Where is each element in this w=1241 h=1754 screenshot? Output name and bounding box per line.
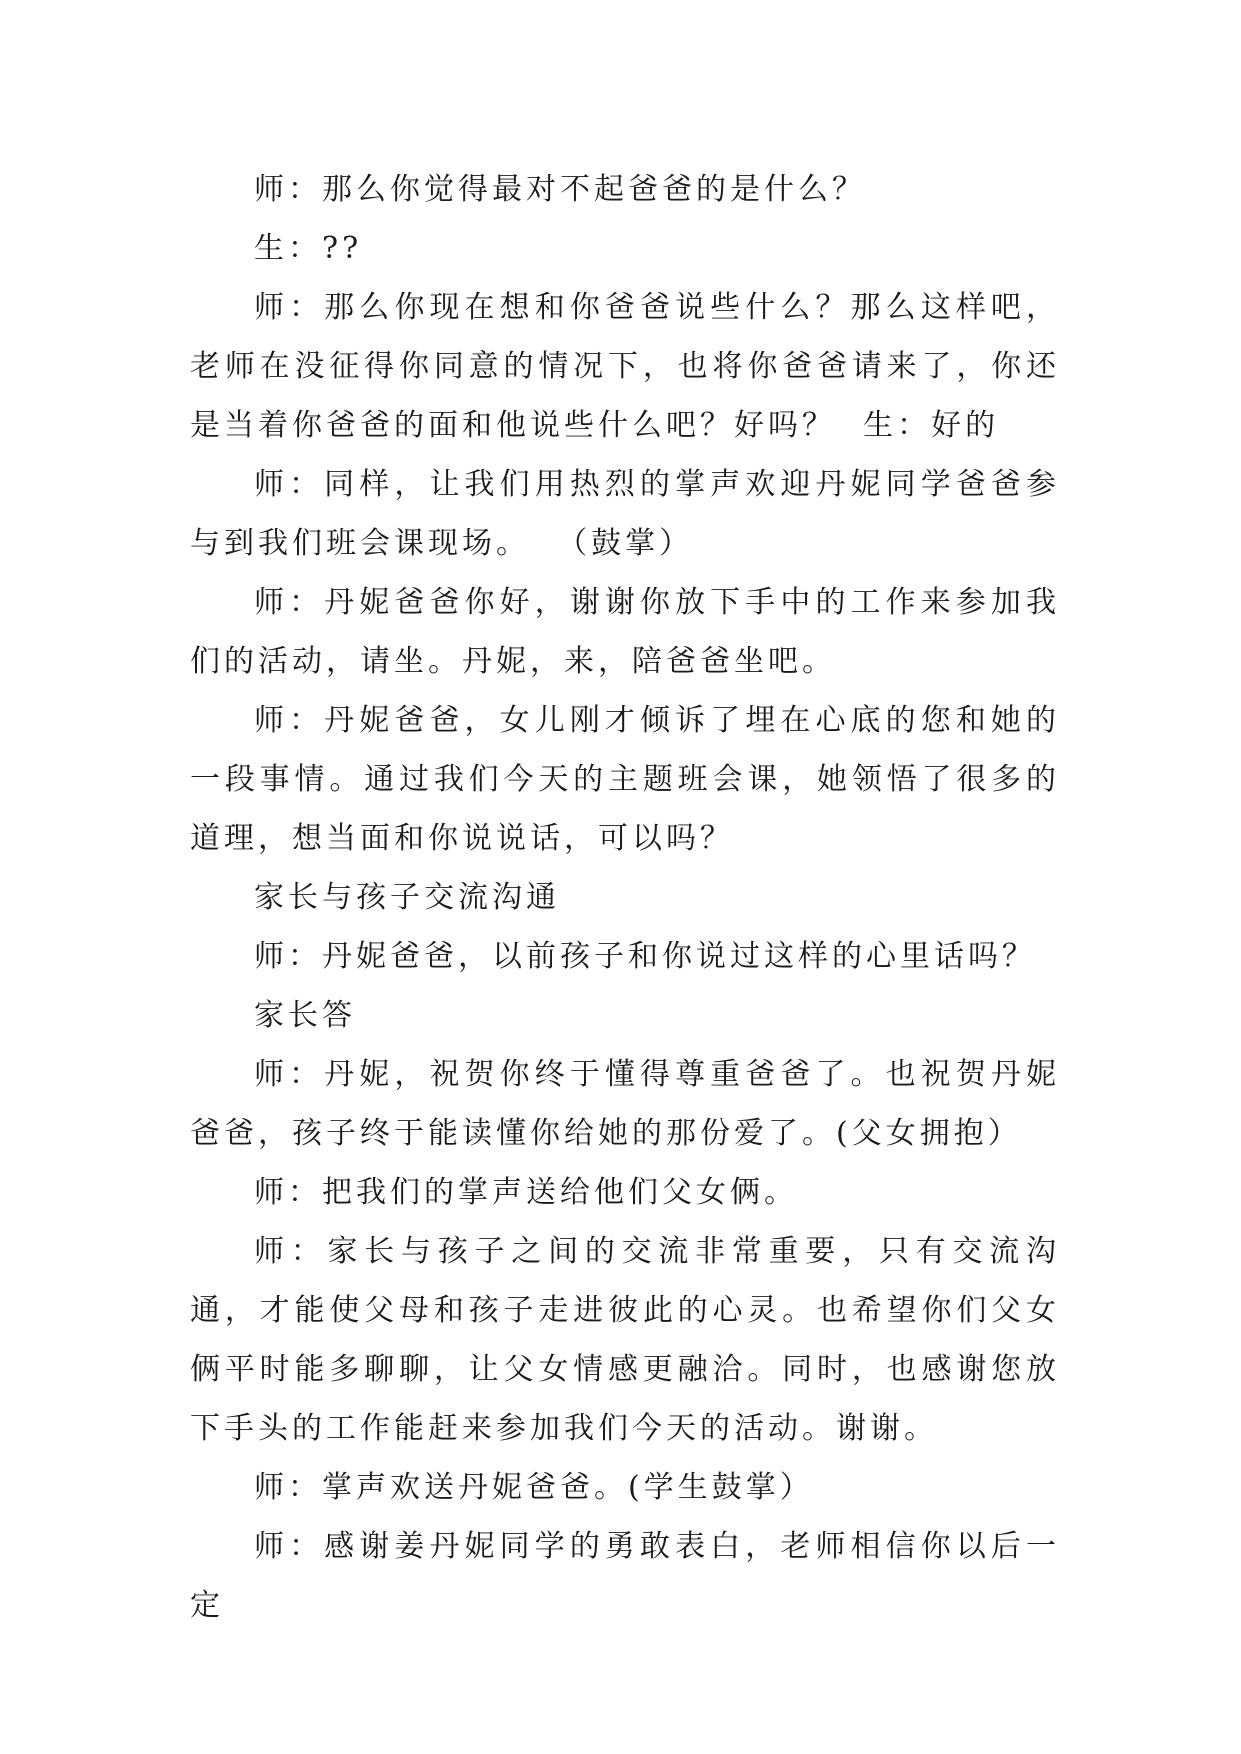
- paragraph: 师：丹妮爸爸，女儿刚才倾诉了埋在心底的您和她的一段事情。通过我们今天的主题班会课，她领悟了很多的道理，想当面和你说说话，可以吗？: [190, 703, 1060, 856]
- paragraph: 师：丹妮爸爸你好，谢谢你放下手中的工作来参加我们的活动，请坐。丹妮，来，陪爸爸坐吧。: [190, 585, 1060, 679]
- paragraph: 师：把我们的掌声送给他们父女俩。: [254, 1175, 798, 1210]
- document-body: [190, 160, 1060, 1635]
- paragraph: 师：同样，让我们用热烈的掌声欢迎丹妮同学爸爸参与到我们班会课现场。 （鼓掌）: [190, 467, 1060, 561]
- paragraph: 师：感谢姜丹妮同学的勇敢表白，老师相信你以后一定: [190, 1529, 1060, 1623]
- paragraph: 师：丹妮，祝贺你终于懂得尊重爸爸了。也祝贺丹妮爸爸，孩子终于能读懂你给她的那份爱了。(父女拥抱）: [190, 1057, 1060, 1151]
- paragraph: 师：那么你现在想和你爸爸说些什么？那么这样吧，老师在没征得你同意的情况下，也将你爸爸请来了，你还是当着你爸爸的面和他说些什么吧？好吗？ 生：好的: [190, 290, 1060, 443]
- paragraph: 师：那么你觉得最对不起爸爸的是什么？: [254, 172, 866, 207]
- paragraph: 生：??: [254, 231, 363, 266]
- paragraph: 家长答: [254, 998, 356, 1033]
- paragraph: 师：掌声欢送丹妮爸爸。(学生鼓掌）: [254, 1470, 814, 1505]
- paragraph: 师：家长与孩子之间的交流非常重要，只有交流沟通，才能使父母和孩子走进彼此的心灵。也希望你们父女俩平时能多聊聊，让父女情感更融洽。同时，也感谢您放下手头的工作能赶来参加我们今天的活动。谢谢。: [190, 1234, 1060, 1446]
- paragraph: 师：丹妮爸爸，以前孩子和你说过这样的心里话吗？: [254, 939, 1036, 974]
- paragraph: 家长与孩子交流沟通: [254, 880, 560, 915]
